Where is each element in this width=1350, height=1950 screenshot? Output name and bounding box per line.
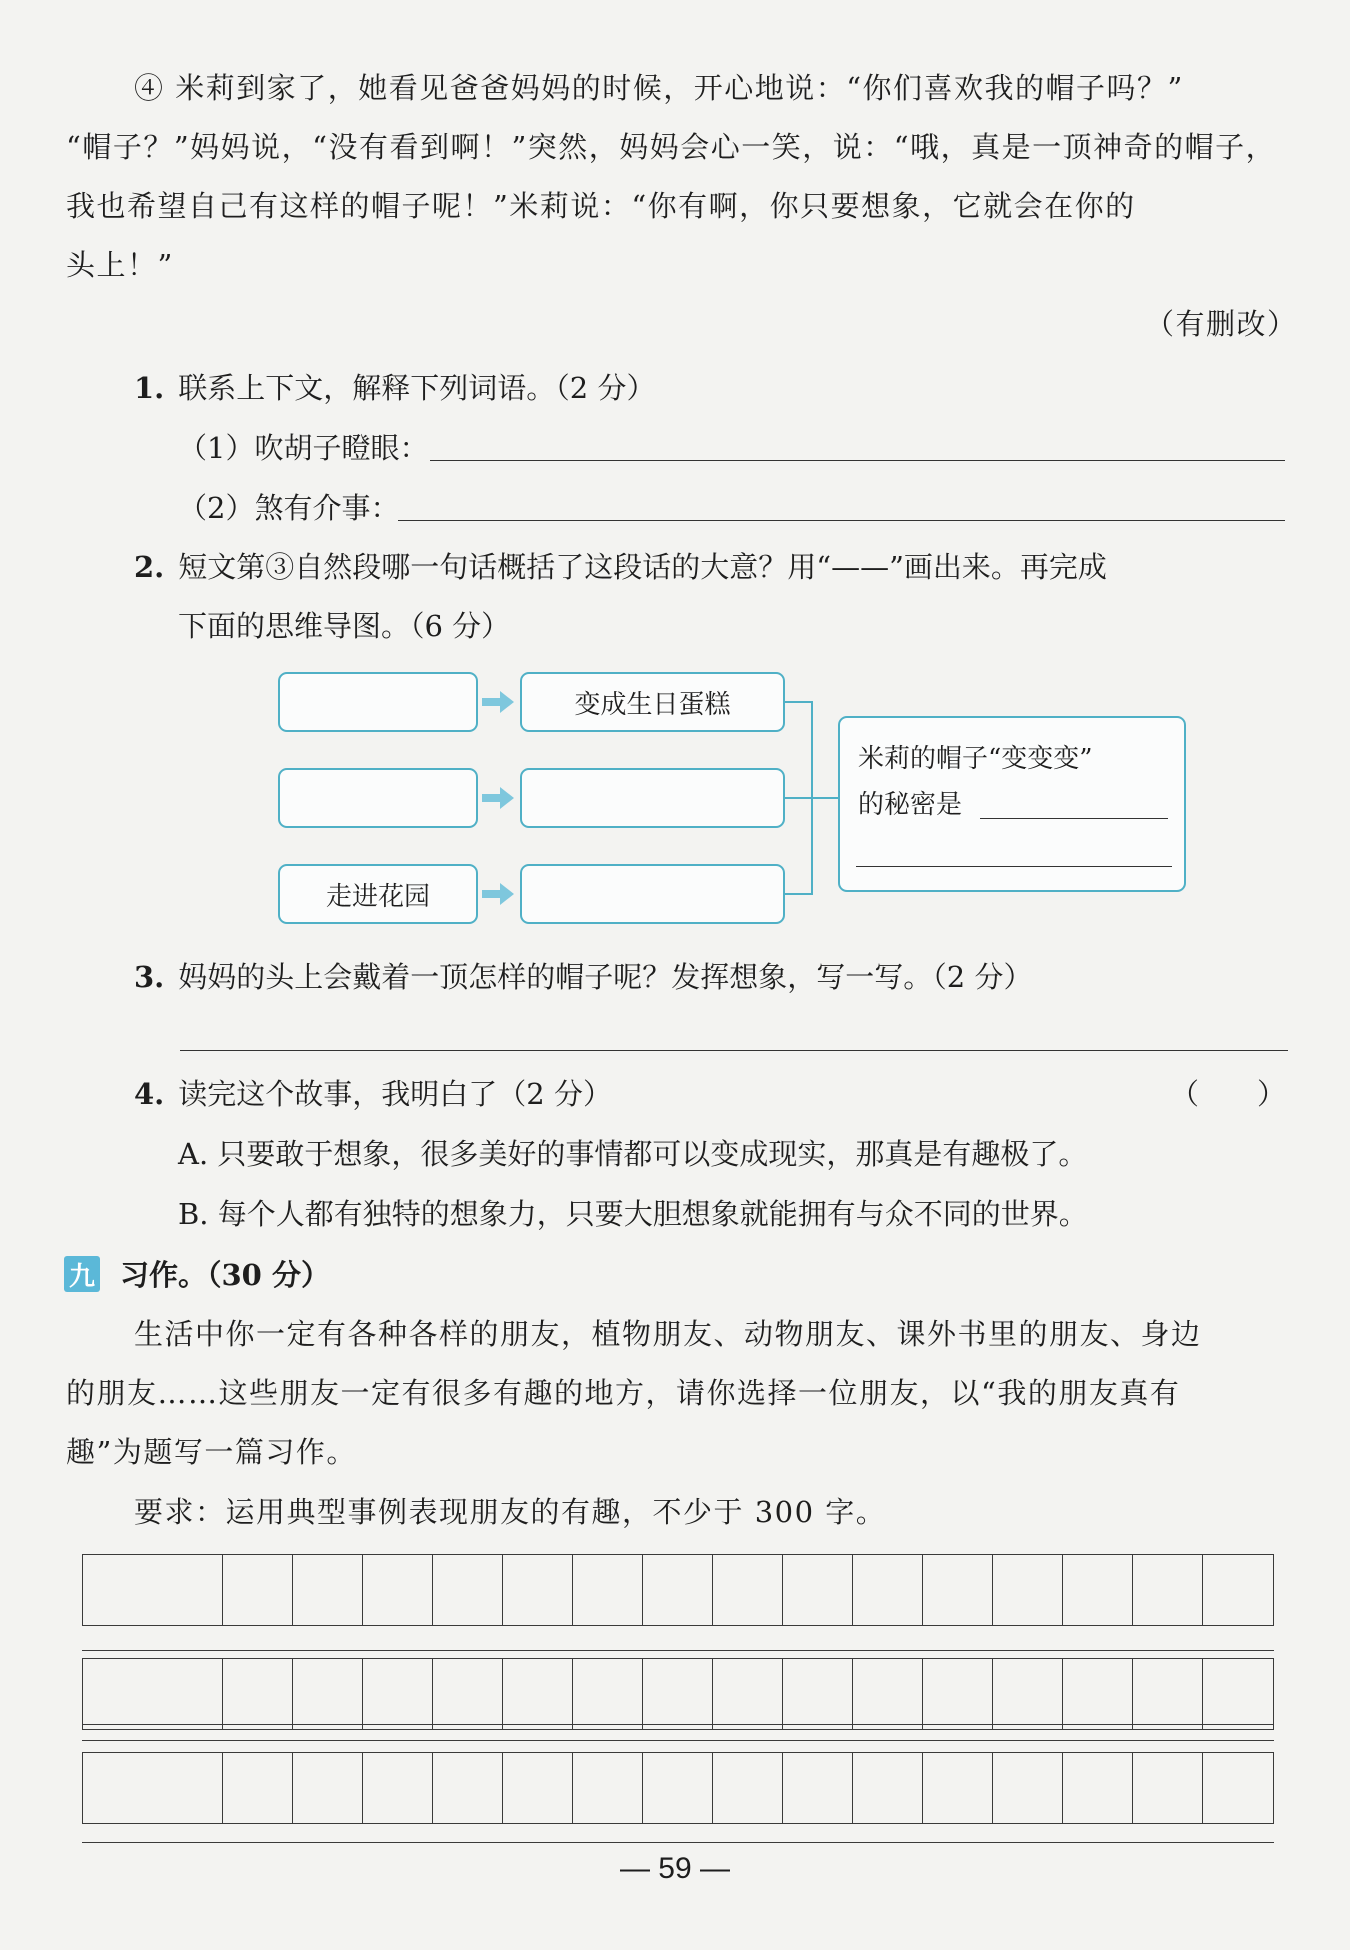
question-text: 联系上下文，解释下列词语。（2 分） <box>178 371 656 405</box>
question-number: 4. <box>134 1077 165 1111</box>
grid-cell[interactable] <box>433 1753 503 1823</box>
mindmap-r2-left-box[interactable] <box>278 768 478 828</box>
connector-line <box>785 893 813 895</box>
question-1 <box>134 366 655 407</box>
grid-row[interactable] <box>82 1752 1274 1824</box>
grid-cell[interactable] <box>643 1753 713 1823</box>
section-title: 习作。（30 分） <box>120 1258 330 1292</box>
summary-answer-line-2[interactable] <box>856 866 1172 867</box>
q1-item-1-label: （1）吹胡子瞪眼： <box>178 431 429 465</box>
mindmap-r3-left-box <box>278 864 478 924</box>
grid-cell[interactable] <box>503 1753 573 1823</box>
prompt-line-2: 的朋友……这些朋友一定有很多有趣的地方，请你选择一位朋友，以“我的朋友真有 <box>66 1376 1181 1410</box>
option-b[interactable]: B. 每个人都有独特的想象力，只要大胆想象就能拥有与众不同的世界。 <box>178 1197 1088 1231</box>
grid-cell[interactable] <box>993 1659 1063 1729</box>
grid-cell[interactable] <box>1133 1753 1203 1823</box>
option-a[interactable]: A. 只要敢于想象，很多美好的事情都可以变成现实，那真是有趣极了。 <box>178 1137 1088 1171</box>
question-number: 3. <box>134 960 165 994</box>
grid-cell[interactable] <box>783 1753 853 1823</box>
grid-spacer-line <box>82 1724 1274 1725</box>
grid-cell[interactable] <box>153 1753 223 1823</box>
grid-cell[interactable] <box>783 1659 853 1729</box>
question-number: 2. <box>134 550 165 584</box>
grid-cell[interactable] <box>853 1659 923 1729</box>
summary-answer-line-1[interactable] <box>980 818 1168 819</box>
grid-cell[interactable] <box>713 1555 783 1625</box>
page-number: — 59 — <box>619 1852 731 1885</box>
story-line-1: ④ 米莉到家了，她看见爸爸妈妈的时候，开心地说：“你们喜欢我的帽子吗？” <box>134 71 1184 105</box>
grid-cell[interactable] <box>783 1555 853 1625</box>
mindmap-r3-left-text: 走进花园 <box>325 881 430 912</box>
story-line-3: 我也希望自己有这样的帽子呢！”米莉说：“你有啊，你只要想象，它就会在你的 <box>66 189 1136 223</box>
summary-line-1: 米莉的帽子“变变变” <box>858 744 1093 774</box>
mindmap-r1-left-box[interactable] <box>278 672 478 732</box>
prompt-line-3: 趣”为题写一篇习作。 <box>66 1435 357 1469</box>
grid-cell[interactable] <box>993 1555 1063 1625</box>
connector-line <box>785 797 813 799</box>
grid-cell[interactable] <box>153 1659 223 1729</box>
grid-cell[interactable] <box>573 1753 643 1823</box>
answer-bracket[interactable]: （ ） <box>1170 1077 1287 1111</box>
grid-cell[interactable] <box>363 1555 433 1625</box>
question-3 <box>134 955 1032 996</box>
grid-cell[interactable] <box>573 1659 643 1729</box>
grid-cell[interactable] <box>713 1753 783 1823</box>
grid-cell[interactable] <box>223 1555 293 1625</box>
story-line-2: “帽子？”妈妈说，“没有看到啊！”突然，妈妈会心一笑，说：“哦，真是一顶神奇的帽子， <box>66 130 1277 164</box>
mindmap-r2-right-box[interactable] <box>520 768 785 828</box>
requirement: 要求：运用典型事例表现朋友的有趣，不少于 300 字。 <box>134 1495 887 1529</box>
grid-cell[interactable] <box>643 1659 713 1729</box>
grid-cell[interactable] <box>433 1555 503 1625</box>
grid-cell[interactable] <box>1063 1555 1133 1625</box>
q3-answer-line[interactable] <box>180 1050 1288 1051</box>
question-2-line-2: 下面的思维导图。（6 分） <box>178 609 511 643</box>
grid-spacer-line <box>82 1842 1274 1843</box>
grid-cell[interactable] <box>643 1555 713 1625</box>
grid-cell[interactable] <box>853 1555 923 1625</box>
grid-cell[interactable] <box>363 1753 433 1823</box>
grid-cell[interactable] <box>853 1753 923 1823</box>
q1-item-2-answer-line[interactable] <box>398 520 1285 521</box>
grid-cell[interactable] <box>293 1753 363 1823</box>
question-number: 1. <box>134 371 165 405</box>
grid-cell[interactable] <box>1063 1659 1133 1729</box>
q1-item-1-answer-line[interactable] <box>430 460 1285 461</box>
mindmap-r1-right-box <box>520 672 785 732</box>
grid-cell[interactable] <box>1063 1753 1133 1823</box>
grid-cell[interactable] <box>503 1659 573 1729</box>
section-badge: 九 <box>64 1256 100 1292</box>
story-line-4: 头上！” <box>66 248 174 282</box>
grid-cell[interactable] <box>223 1659 293 1729</box>
grid-spacer-line <box>82 1740 1274 1741</box>
grid-cell[interactable] <box>923 1753 993 1823</box>
arrow-right-icon <box>482 787 514 809</box>
grid-cell[interactable] <box>923 1659 993 1729</box>
summary-line-2: 的秘密是 <box>858 790 963 820</box>
prompt-line-1: 生活中你一定有各种各样的朋友，植物朋友、动物朋友、课外书里的朋友、身边 <box>134 1317 1202 1351</box>
grid-cell[interactable] <box>923 1555 993 1625</box>
grid-cell[interactable] <box>363 1659 433 1729</box>
connector-line <box>785 701 813 703</box>
question-text: 短文第③自然段哪一句话概括了这段话的大意？用“——”画出来。再完成 <box>178 550 1107 584</box>
question-4 <box>134 1072 612 1113</box>
grid-cell[interactable] <box>993 1753 1063 1823</box>
grid-cell[interactable] <box>713 1659 783 1729</box>
grid-cell[interactable] <box>153 1555 223 1625</box>
grid-cell[interactable] <box>1133 1659 1203 1729</box>
grid-cell[interactable] <box>223 1753 293 1823</box>
question-text: 妈妈的头上会戴着一顶怎样的帽子呢？发挥想象，写一写。（2 分） <box>178 960 1033 994</box>
grid-cell[interactable] <box>293 1555 363 1625</box>
source-note: （有删改） <box>1145 307 1298 341</box>
arrow-right-icon <box>482 883 514 905</box>
question-2 <box>134 545 1107 586</box>
arrow-right-icon <box>482 691 514 713</box>
grid-cell[interactable] <box>573 1555 643 1625</box>
grid-cell[interactable] <box>1133 1555 1203 1625</box>
mindmap-r1-right-text: 变成生日蛋糕 <box>574 689 731 720</box>
grid-spacer-line <box>82 1650 1274 1651</box>
connector-line <box>811 797 839 799</box>
q1-item-2-label: （2）煞有介事： <box>178 491 400 525</box>
question-text: 读完这个故事，我明白了（2 分） <box>178 1077 612 1111</box>
grid-row[interactable] <box>82 1554 1274 1626</box>
grid-cell[interactable] <box>503 1555 573 1625</box>
mindmap-r3-right-box[interactable] <box>520 864 785 924</box>
grid-cell[interactable] <box>293 1659 363 1729</box>
grid-row[interactable] <box>82 1658 1274 1730</box>
grid-cell[interactable] <box>433 1659 503 1729</box>
